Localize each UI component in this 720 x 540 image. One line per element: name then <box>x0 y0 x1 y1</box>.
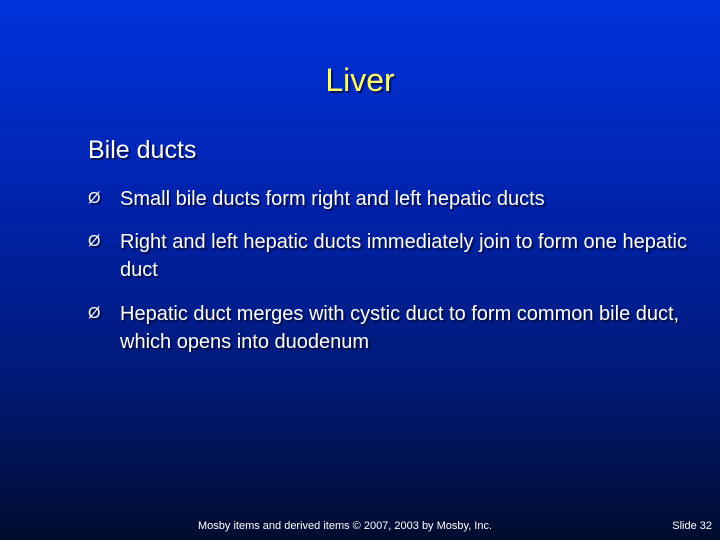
slide-number: Slide 32 <box>672 520 712 532</box>
arrow-bullet-icon: Ø <box>88 190 101 207</box>
list-item <box>88 228 688 284</box>
list-item <box>88 300 688 356</box>
copyright-footer: Mosby items and derived items © 2007, 2003 by Mosby, Inc. <box>198 520 493 532</box>
arrow-bullet-icon: Ø <box>88 233 101 250</box>
list-item <box>88 185 688 213</box>
arrow-bullet-icon: Ø <box>88 305 101 322</box>
heading-text: Bile ducts <box>88 136 197 164</box>
list-item-text: Small bile ducts form right and left hepatic ducts <box>120 188 545 210</box>
heading-bullet-row <box>42 136 682 165</box>
wingding-bullet-icon <box>42 136 88 144</box>
list-item-text: Right and left hepatic ducts immediately join to form one hepatic duct <box>120 231 687 281</box>
list-item-text: Hepatic duct merges with cystic duct to form common bile duct, which opens into duodenum <box>120 303 680 353</box>
slide-title: Liver <box>325 62 395 98</box>
